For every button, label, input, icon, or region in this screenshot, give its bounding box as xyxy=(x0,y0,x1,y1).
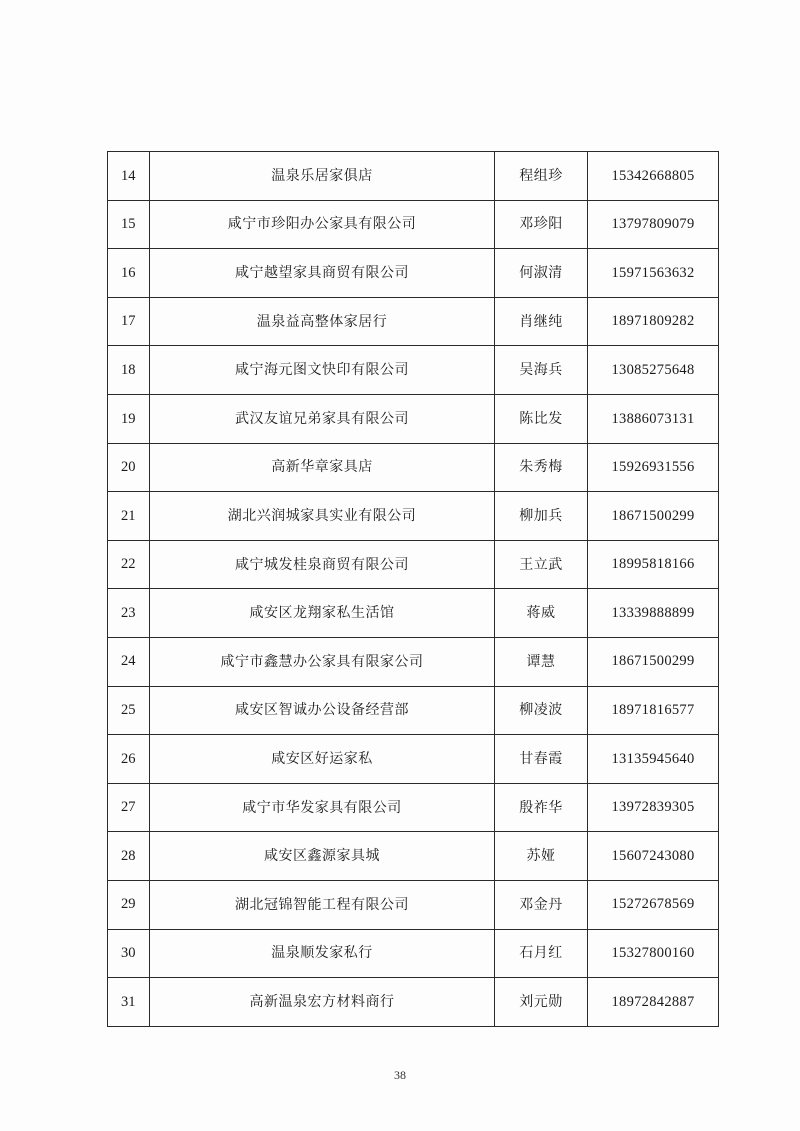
table-row xyxy=(108,929,719,978)
phone-number-cell: 13972839305 xyxy=(588,783,719,832)
company-name-cell: 咸安区鑫源家具城 xyxy=(150,832,495,881)
phone-number-cell: 13886073131 xyxy=(588,394,719,443)
phone-number-cell: 13135945640 xyxy=(588,735,719,784)
contact-person-cell: 蒋威 xyxy=(495,589,588,638)
row-number-cell: 15 xyxy=(108,200,150,249)
contact-person-cell: 邓珍阳 xyxy=(495,200,588,249)
row-number-cell: 28 xyxy=(108,832,150,881)
company-name-cell: 温泉乐居家俱店 xyxy=(150,152,495,201)
row-number-cell: 21 xyxy=(108,492,150,541)
company-name-cell: 温泉益高整体家居行 xyxy=(150,297,495,346)
contact-person-cell: 柳加兵 xyxy=(495,492,588,541)
company-name-cell: 咸安区好运家私 xyxy=(150,735,495,784)
phone-number-cell: 18671500299 xyxy=(588,492,719,541)
table-row xyxy=(108,540,719,589)
company-name-cell: 咸宁越望家具商贸有限公司 xyxy=(150,249,495,298)
table-row xyxy=(108,443,719,492)
vendor-table-body xyxy=(108,152,719,1027)
row-number-cell: 14 xyxy=(108,152,150,201)
row-number-cell: 27 xyxy=(108,783,150,832)
company-name-cell: 高新温泉宏方材料商行 xyxy=(150,978,495,1027)
table-row xyxy=(108,880,719,929)
phone-number-cell: 18971816577 xyxy=(588,686,719,735)
row-number-cell: 19 xyxy=(108,394,150,443)
contact-person-cell: 程组珍 xyxy=(495,152,588,201)
phone-number-cell: 18972842887 xyxy=(588,978,719,1027)
contact-person-cell: 陈比发 xyxy=(495,394,588,443)
company-name-cell: 咸安区智诚办公设备经营部 xyxy=(150,686,495,735)
row-number-cell: 22 xyxy=(108,540,150,589)
phone-number-cell: 18995818166 xyxy=(588,540,719,589)
table-row xyxy=(108,735,719,784)
table-row xyxy=(108,346,719,395)
row-number-cell: 17 xyxy=(108,297,150,346)
table-row xyxy=(108,492,719,541)
table-row xyxy=(108,297,719,346)
table-row xyxy=(108,637,719,686)
contact-person-cell: 柳凌波 xyxy=(495,686,588,735)
company-name-cell: 温泉顺发家私行 xyxy=(150,929,495,978)
row-number-cell: 30 xyxy=(108,929,150,978)
table-row xyxy=(108,589,719,638)
table-row xyxy=(108,686,719,735)
contact-person-cell: 谭慧 xyxy=(495,637,588,686)
contact-person-cell: 刘元勋 xyxy=(495,978,588,1027)
phone-number-cell: 15342668805 xyxy=(588,152,719,201)
company-name-cell: 咸宁海元图文快印有限公司 xyxy=(150,346,495,395)
contact-person-cell: 王立武 xyxy=(495,540,588,589)
row-number-cell: 23 xyxy=(108,589,150,638)
contact-person-cell: 苏娅 xyxy=(495,832,588,881)
contact-person-cell: 肖继纯 xyxy=(495,297,588,346)
table-row xyxy=(108,249,719,298)
phone-number-cell: 13339888899 xyxy=(588,589,719,638)
contact-person-cell: 朱秀梅 xyxy=(495,443,588,492)
page-number: 38 xyxy=(394,1068,406,1082)
contact-person-cell: 吴海兵 xyxy=(495,346,588,395)
row-number-cell: 18 xyxy=(108,346,150,395)
phone-number-cell: 15272678569 xyxy=(588,880,719,929)
phone-number-cell: 15971563632 xyxy=(588,249,719,298)
company-name-cell: 湖北冠锦智能工程有限公司 xyxy=(150,880,495,929)
phone-number-cell: 18971809282 xyxy=(588,297,719,346)
company-name-cell: 武汉友谊兄弟家具有限公司 xyxy=(150,394,495,443)
vendor-table xyxy=(107,151,719,1027)
company-name-cell: 咸宁市珍阳办公家具有限公司 xyxy=(150,200,495,249)
company-name-cell: 咸宁市鑫慧办公家具有限家公司 xyxy=(150,637,495,686)
contact-person-cell: 邓金丹 xyxy=(495,880,588,929)
table-row xyxy=(108,978,719,1027)
table-row xyxy=(108,394,719,443)
phone-number-cell: 15926931556 xyxy=(588,443,719,492)
company-name-cell: 咸安区龙翔家私生活馆 xyxy=(150,589,495,638)
table-row xyxy=(108,783,719,832)
contact-person-cell: 殷祚华 xyxy=(495,783,588,832)
phone-number-cell: 15327800160 xyxy=(588,929,719,978)
row-number-cell: 31 xyxy=(108,978,150,1027)
table-row xyxy=(108,152,719,201)
company-name-cell: 咸宁城发桂泉商贸有限公司 xyxy=(150,540,495,589)
row-number-cell: 25 xyxy=(108,686,150,735)
contact-person-cell: 何淑清 xyxy=(495,249,588,298)
row-number-cell: 26 xyxy=(108,735,150,784)
phone-number-cell: 13085275648 xyxy=(588,346,719,395)
company-name-cell: 高新华章家具店 xyxy=(150,443,495,492)
company-name-cell: 咸宁市华发家具有限公司 xyxy=(150,783,495,832)
contact-person-cell: 甘春霞 xyxy=(495,735,588,784)
row-number-cell: 29 xyxy=(108,880,150,929)
row-number-cell: 16 xyxy=(108,249,150,298)
contact-person-cell: 石月红 xyxy=(495,929,588,978)
phone-number-cell: 18671500299 xyxy=(588,637,719,686)
row-number-cell: 24 xyxy=(108,637,150,686)
phone-number-cell: 13797809079 xyxy=(588,200,719,249)
table-row xyxy=(108,832,719,881)
row-number-cell: 20 xyxy=(108,443,150,492)
phone-number-cell: 15607243080 xyxy=(588,832,719,881)
table-row xyxy=(108,200,719,249)
company-name-cell: 湖北兴润城家具实业有限公司 xyxy=(150,492,495,541)
